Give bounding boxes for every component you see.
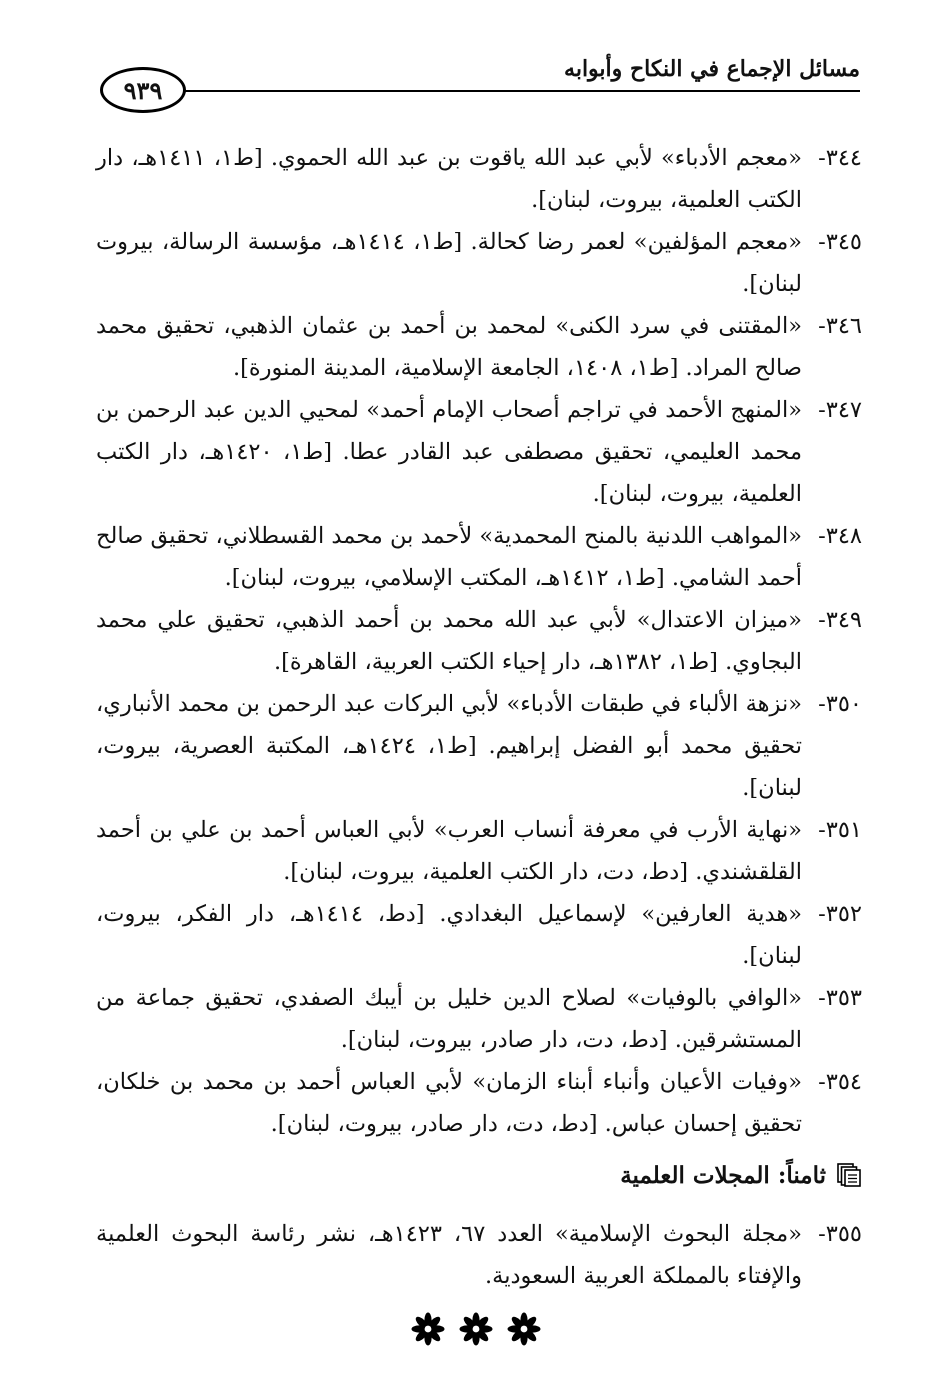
entry-number: ٣٥٥- (818, 1221, 862, 1247)
entry-number: ٣٤٨- (818, 523, 862, 549)
bibliography-entry (96, 683, 862, 809)
entry-number: ٣٤٩- (818, 607, 862, 633)
bibliography-entry (96, 389, 862, 515)
entry-text: «ميزان الاعتدال» لأبي عبد الله محمد بن أحمد الذهبي، تحقيق علي محمد البجاوي. [ط١، ١٣٨٢هـ، دار إحياء الكتب العربية، القاهرة]. (96, 607, 802, 675)
entry-number: ٣٤٧- (818, 397, 862, 423)
entry-text: «الوافي بالوفيات» لصلاح الدين خليل بن أيبك الصفدي، تحقيق جماعة من المستشرقين. [دط، دت، دار صادر، بيروت، لبنان]. (96, 985, 802, 1053)
page-number-badge (100, 67, 186, 113)
entry-text: «مجلة البحوث الإسلامية» العدد ٦٧، ١٤٢٣هـ، نشر رئاسة البحوث العلمية والإفتاء بالمملكة العربية السعودية. (96, 1221, 802, 1289)
bibliography-content (96, 137, 862, 1297)
entry-number: ٣٥٣- (818, 985, 862, 1011)
entry-number: ٣٤٤- (818, 145, 862, 171)
entry-number: ٣٥٤- (818, 1069, 862, 1095)
entry-text: «المنهج الأحمد في تراجم أصحاب الإمام أحمد» لمحيي الدين عبد الرحمن بن محمد العليمي، تحقيق مصطفى عبد القادر عطا. [ط١، ١٤٢٠هـ، دار الكتب العلمية، بيروت، لبنان]. (96, 397, 802, 507)
bibliography-entry (96, 977, 862, 1061)
entry-number: ٣٥٠- (818, 691, 862, 717)
bibliography-entry (96, 1213, 862, 1297)
flower-star-icon (507, 1312, 541, 1346)
entry-text: «معجم الأدباء» لأبي عبد الله ياقوت بن عبد الله الحموي. [ط١، ١٤١١هـ، دار الكتب العلمية، بيروت، لبنان]. (96, 145, 803, 213)
entry-number: ٣٥٢- (818, 901, 862, 927)
running-title: مسائل الإجماع في النكاح وأبوابه (564, 56, 860, 82)
entry-text: «وفيات الأعيان وأنباء أبناء الزمان» لأبي العباس أحمد بن محمد بن خلكان، تحقيق إحسان عباس. [دط، دت، دار صادر، بيروت، لبنان]. (96, 1069, 802, 1137)
flower-star-icon (459, 1312, 493, 1346)
page-header (100, 50, 860, 106)
page-number: ٩٣٩ (123, 75, 163, 105)
entry-text: «هدية العارفين» لإسماعيل البغدادي. [دط، ١٤١٤هـ، دار الفكر، بيروت، لبنان]. (96, 901, 802, 969)
bibliography-entry (96, 515, 862, 599)
bibliography-entry (96, 1061, 862, 1145)
entry-text: «نزهة الألباء في طبقات الأدباء» لأبي البركات عبد الرحمن بن محمد الأنباري، تحقيق محمد أبو الفضل إبراهيم. [ط١، ١٤٢٤هـ، المكتبة العصرية، بيروت، لبنان]. (96, 691, 802, 801)
footer-ornament (0, 1312, 952, 1346)
entry-text: «المواهب اللدنية بالمنح المحمدية» لأحمد بن محمد القسطلاني، تحقيق صالح أحمد الشامي. [ط١، ١٤١٢هـ، المكتب الإسلامي، بيروت، لبنان]. (96, 523, 802, 591)
bibliography-entry (96, 221, 862, 305)
bibliography-entry (96, 599, 862, 683)
bibliography-entry (96, 305, 862, 389)
bibliography-entry (96, 137, 862, 221)
bibliography-entry (96, 809, 862, 893)
section-title: ثامناً: المجلات العلمية (620, 1161, 826, 1189)
entry-number: ٣٤٥- (818, 229, 862, 255)
bibliography-entry (96, 893, 862, 977)
entry-text: «المقتنى في سرد الكنى» لمحمد بن أحمد بن عثمان الذهبي، تحقيق محمد صالح المراد. [ط١، ١٤٠٨، الجامعة الإسلامية، المدينة المنورة]. (96, 313, 802, 381)
flower-star-icon (411, 1312, 445, 1346)
section-heading (96, 1153, 862, 1197)
entry-number: ٣٤٦- (818, 313, 862, 339)
stacked-documents-icon (836, 1162, 862, 1188)
entry-number: ٣٥١- (818, 817, 862, 843)
entry-text: «معجم المؤلفين» لعمر رضا كحالة. [ط١، ١٤١٤هـ، مؤسسة الرسالة، بيروت لبنان]. (96, 229, 803, 297)
entry-text: «نهاية الأرب في معرفة أنساب العرب» لأبي العباس أحمد بن علي بن أحمد القلقشندي. [دط، دت، دار الكتب العلمية، بيروت، لبنان]. (96, 817, 802, 885)
header-rule (180, 90, 860, 92)
